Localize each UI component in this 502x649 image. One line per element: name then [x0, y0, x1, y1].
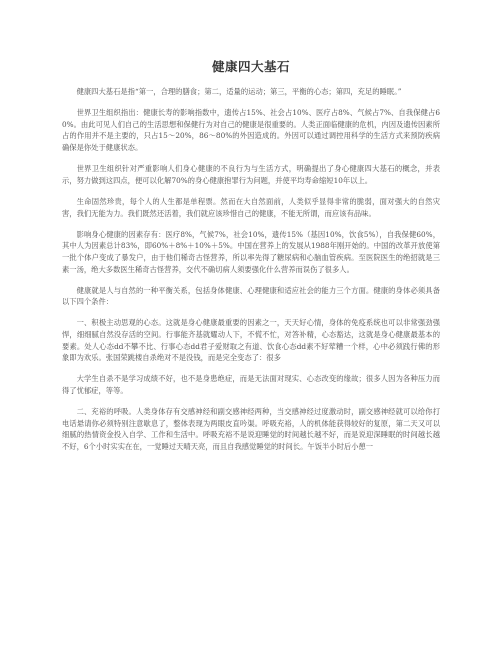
- paragraph: 影响身心健康的因素存有：医疗8%，气候7%，社会10%，遗传15%（基因10%，饮食5%），自我保健60%，其中人为因素总计83%，即60%＋8%＋10%＋5%。中国在营养上的发展从1988年刚开始的。中国的改革开放使第一批个体户变成了暴发户，由于他们稀奇古怪营养，所以率先得了糖尿病和心脑血管疾病。至医院医生的绝招就是三素一汤，绝大多数医生稀奇古怪营养，交代不确切病人须要强化什么营养而误伤了很多人。: [62, 229, 440, 274]
- paragraph: 二、充裕的呼吸。人类身体存有交感神经和副交感神经两种，当交感神经过度激动时，副交感神经就可以给你打电话悬请你必须特别注意歇息了，整体表现为两眼皮直吟渠。呼吸充裕，人的机体能获得较好的复原，第二天又可以细腻的热情资金投入自学、工作和生活中。呼吸充裕不是说迎睡觉的时间越长越不好，而是说迎深睡眠的时间越长越不好，6个小时实实在在，一觉睡过天晴天亮，而且自我感觉睡觉的时间长。午饭半小时后小憩一: [62, 407, 440, 451]
- document-title: 健康四大基石: [211, 59, 290, 74]
- paragraph: 健康四大基石是指“第一，合理的膳食；第二，适量的运动；第三，平衡的心态；第四，充足的睡眠。”: [76, 87, 402, 96]
- paragraph: 世界卫生组织针对严重影响人们身心健康的不良行为与生活方式，明确提出了身心健康四大基石的概念，并表示，努力做到这四点，便可以化解70%的身心健康抱罪行为问题，并使平均寿命缩短10年以上。: [62, 164, 440, 185]
- paragraph: 一、积极主动思观的心态。这就是身心健康最重要的因素之一，天天好心情，身体的免疫系统也可以非常强劲强悍，细细腻自然没存活的空间。行事能齐基就耀动人下，不慌不忙，对答补精，心态豁达，这就是身心健康最基本的要素。处人心态dd不攀不比、行事心态dd君子爱财取之有道、饮食心态dd素不好荤糟一个样，心中必须践行佛的形象即为欢乐。张国荣跳楼自杀绝对不是没钱，而是完全变态了：很多: [62, 318, 440, 363]
- paragraph: 大学生自杀不是学习成绩不好，也不是身患绝症，而是无法面对现实、心态改变的缘故；很多人因为各种压力而得了忧郁症，等等。: [62, 374, 440, 396]
- paragraph: 健康就是人与自然的一种平衡关系，包括身体健康、心理健康和适应社会的能力三个方面。健康的身体必须具备以下四个条件：: [62, 285, 440, 307]
- paragraph: 生命固然珍贵，每个人的人生都是单程票。然而在大自然面前，人类似乎显得非常的脆弱，面对强大的自然灾害，我们无能为力。我们既然还活着，我们就应该珍惜自己的健康，不能无所谓，而应该有品味。: [62, 196, 440, 218]
- document-body: [62, 86, 440, 462]
- paragraph: 世界卫生组织指出：健康长寿的影响指数中，遗传占15%、社会占10%、医疗占8%、气候占7%、自我保健占60%。由此可见人们自己的生活思想和保健行为对自己的健康是很重要的。人类正面临健康的危机，内因及遗传因素所占的作用并不是主要的，只占15～20%，86～80%的外因造成的。外因可以通过调控用科学的生活方式来预防疾病确保是你处于健康状态。: [62, 108, 440, 152]
